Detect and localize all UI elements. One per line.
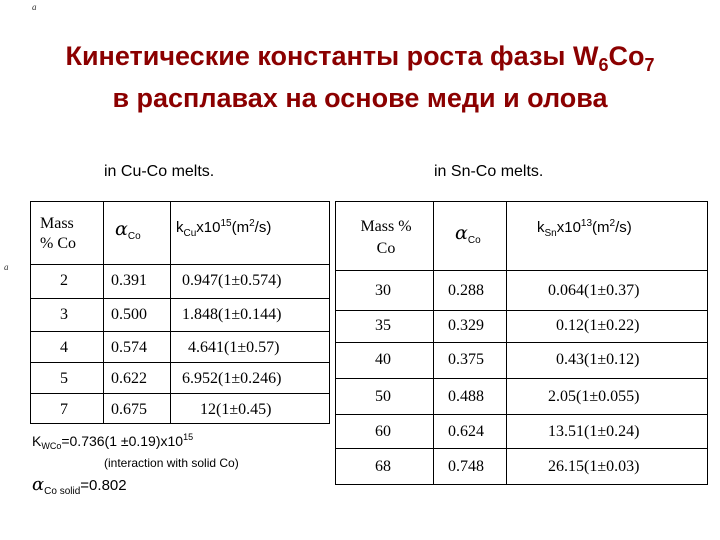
k-subscript: Cu (183, 228, 197, 239)
alpha-symbol: α (115, 218, 128, 240)
corner-marker-top: a (32, 2, 37, 12)
cu-cell-mass: 7 (60, 401, 68, 418)
k-subscript: Sn (544, 228, 557, 239)
cu-header-mass (40, 214, 76, 254)
sn-table-caption: in Sn-Co melts. (434, 163, 544, 180)
sn-cell-k: 0.43(1±0.12) (556, 351, 640, 368)
title-subscript: 7 (644, 55, 655, 75)
cu-cell-alpha: 0.391 (111, 272, 147, 289)
alpha-symbol: α (455, 222, 468, 244)
sn-cell-mass: 60 (375, 423, 391, 440)
k-unit-exponent: 2 (249, 218, 255, 229)
cu-header-mass-line2: % Co (40, 235, 76, 252)
k-multiplier: x10 (196, 219, 221, 236)
k-letter: k (537, 219, 545, 236)
alpha-solid-value: =0.802 (80, 477, 127, 494)
sn-cell-mass: 30 (375, 282, 391, 299)
alpha-subscript: Co (467, 235, 481, 246)
cu-header-alpha (115, 218, 141, 242)
alpha-symbol: α (32, 474, 45, 495)
sn-cell-k: 2.05(1±0.055) (548, 388, 640, 405)
sn-cell-mass: 50 (375, 388, 391, 405)
cu-header-mass-line1: Mass (40, 215, 74, 232)
sn-cell-alpha: 0.488 (448, 388, 484, 405)
cu-cell-k: 1.848(1±0.144) (182, 306, 282, 323)
cu-cell-alpha: 0.500 (111, 306, 147, 323)
sn-cell-alpha: 0.288 (448, 282, 484, 299)
kwco-note (32, 432, 193, 451)
title-text: Кинетические константы роста фазы W (65, 41, 599, 71)
cu-cell-k: 0.947(1±0.574) (182, 272, 282, 289)
cu-cell-mass: 2 (60, 272, 68, 289)
k-exponent: 13 (580, 218, 593, 229)
title-line-2: в расплавах на основе меди и олова (112, 83, 608, 113)
cu-table-caption: in Cu-Co melts. (104, 163, 215, 180)
cu-cell-mass: 3 (60, 306, 68, 323)
sn-cell-alpha: 0.375 (448, 351, 484, 368)
sn-cell-k: 0.12(1±0.22) (556, 317, 640, 334)
k-unit-end: /s) (615, 219, 632, 236)
sn-cell-mass: 40 (375, 351, 391, 368)
cu-cell-alpha: 0.574 (111, 339, 147, 356)
sn-cell-alpha: 0.624 (448, 423, 484, 440)
alpha-solid-subscript: Co solid (44, 486, 81, 497)
corner-marker-left: a (4, 262, 9, 272)
alpha-solid-note (32, 474, 127, 497)
sn-cell-mass: 35 (375, 317, 391, 334)
sn-cell-mass: 68 (375, 458, 391, 475)
cu-cell-k: 12(1±0.45) (200, 401, 272, 418)
alpha-subscript: Co (127, 231, 141, 242)
cu-cell-alpha: 0.675 (111, 401, 147, 418)
kwco-subscript: WCo (41, 441, 62, 451)
k-exponent: 15 (220, 218, 232, 229)
kwco-exponent: 15 (183, 432, 194, 442)
title-text-co: Co (608, 41, 645, 71)
sn-cell-alpha: 0.329 (448, 317, 484, 334)
kwco-letter: K (32, 433, 42, 449)
sn-cell-k: 0.064(1±0.37) (548, 282, 640, 299)
sn-cell-k: 26.15(1±0.03) (548, 458, 640, 475)
cu-cell-mass: 4 (60, 339, 68, 356)
sn-cell-k: 13.51(1±0.24) (548, 423, 640, 440)
cu-cell-k: 4.641(1±0.57) (188, 339, 280, 356)
k-unit: (m (592, 219, 610, 236)
cu-header-k (176, 218, 271, 239)
k-unit-end: /s) (254, 219, 272, 236)
cu-cell-k: 6.952(1±0.246) (182, 370, 282, 387)
interaction-note: (interaction with solid Co) (104, 456, 239, 470)
k-multiplier: x10 (556, 219, 581, 236)
sn-header-mass-line1: Mass % (360, 218, 412, 235)
sn-header-k (537, 218, 632, 239)
k-unit-exponent: 2 (609, 218, 616, 229)
cu-cell-alpha: 0.622 (111, 370, 147, 387)
cu-cell-mass: 5 (60, 370, 68, 387)
sn-header-mass (346, 216, 426, 260)
k-unit: (m (231, 219, 250, 236)
k-letter: k (176, 219, 184, 236)
sn-cell-alpha: 0.748 (448, 458, 484, 475)
sn-header-alpha (455, 222, 481, 246)
title-subscript: 6 (598, 55, 609, 75)
sn-header-mass-line2: Co (376, 240, 396, 257)
kwco-value: =0.736(1 ±0.19)x10 (61, 433, 184, 449)
